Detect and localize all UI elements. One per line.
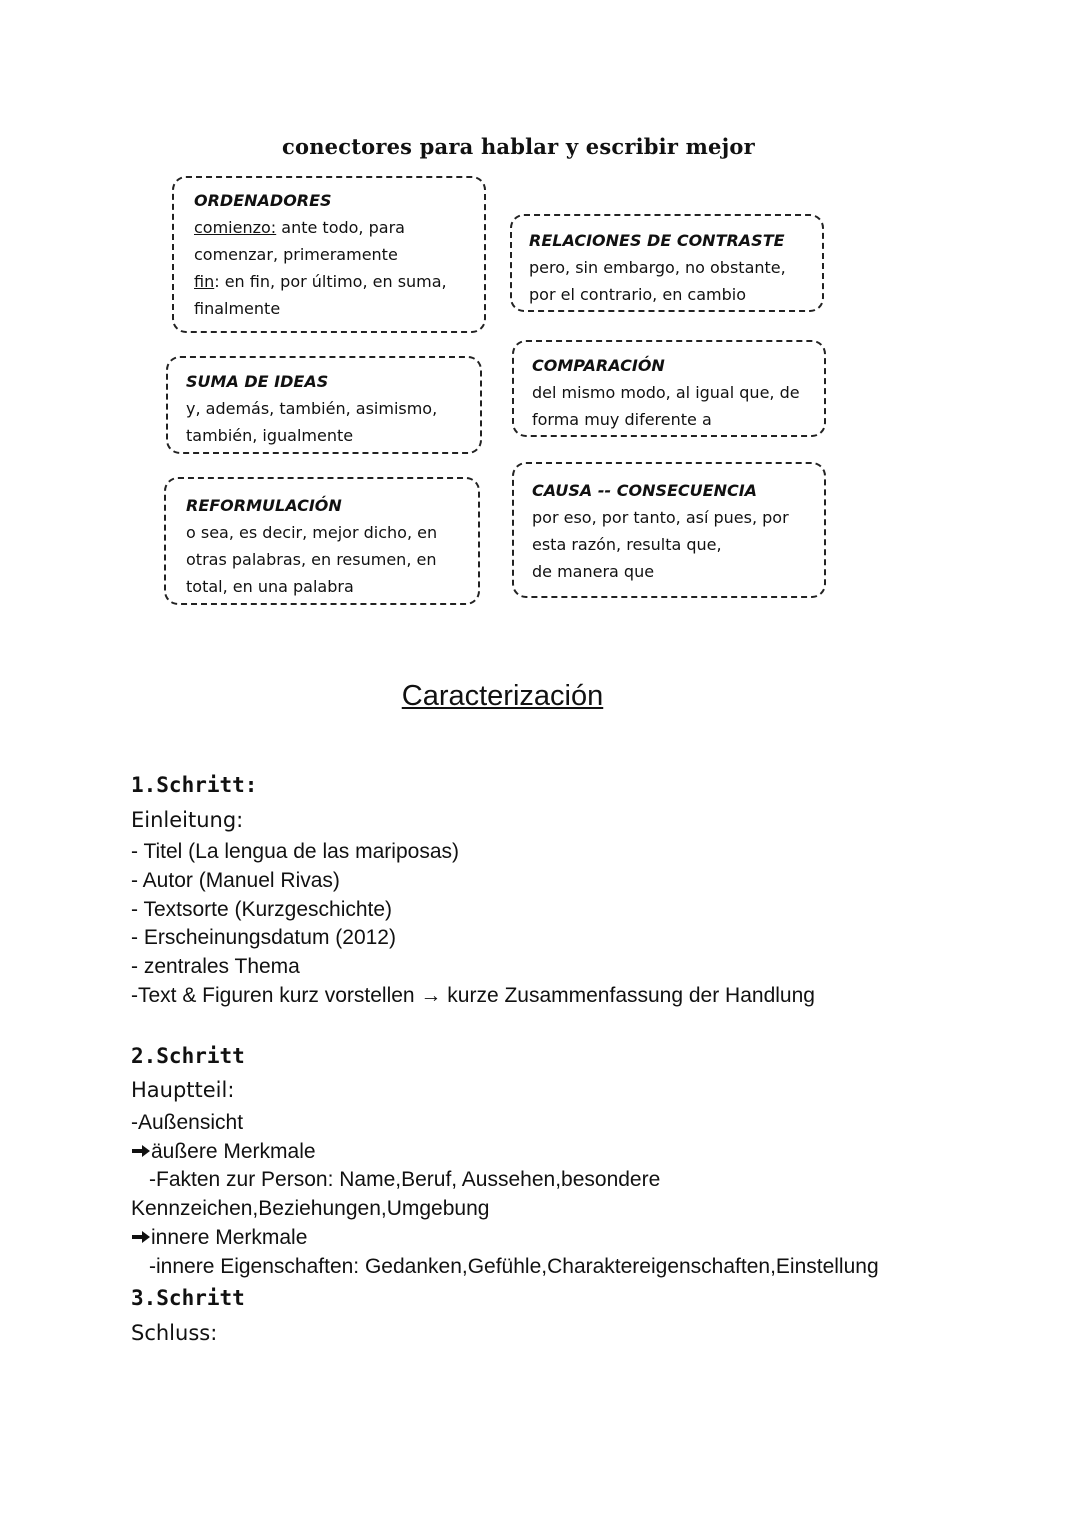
aeussere-label: äußere Merkmale	[151, 1140, 316, 1163]
step3-section: Schluss:	[131, 1321, 218, 1345]
suma-line: también, igualmente	[186, 426, 354, 445]
fin-label: fin	[194, 272, 215, 291]
aussensicht: -Außensicht	[131, 1111, 244, 1134]
ordenadores-comienzo-line	[194, 214, 468, 241]
step1-item: - Textsorte (Kurzgeschichte)	[131, 898, 393, 921]
step1-item: -Text & Figuren kurz vorstellen → kurze Zusammenfassung der Handlung	[131, 984, 815, 1007]
reformulacion-line: otras palabras, en resumen, en	[186, 550, 437, 569]
ordenadores-fin-line	[194, 268, 468, 295]
causa-box	[512, 462, 826, 598]
contraste-line: pero, sin embargo, no obstante,	[529, 258, 786, 277]
innere-eigenschaften: -innere Eigenschaften: Gedanken,Gefühle,Charaktereigenschaften,Einstellung	[149, 1255, 879, 1278]
suma-line: y, además, también, asimismo,	[186, 399, 438, 418]
connectors-title: conectores para hablar y escribir mejor	[282, 134, 755, 159]
contraste-box	[510, 214, 824, 312]
step1-item: - Titel (La lengua de las mariposas)	[131, 840, 459, 863]
step1-section: Einleitung:	[131, 808, 244, 832]
suma-heading: SUMA DE IDEAS	[186, 372, 329, 391]
comienzo-text: ante todo, para	[276, 218, 405, 237]
comparacion-heading: COMPARACIÓN	[532, 356, 665, 375]
innere-merkmale	[131, 1226, 307, 1250]
fakten-line-cont: Kennzeichen,Beziehungen,Umgebung	[131, 1197, 490, 1220]
arrow-right-icon	[131, 1143, 151, 1159]
step1-item: - zentrales Thema	[131, 955, 300, 978]
suma-box	[166, 356, 482, 454]
comparacion-line: forma muy diferente a	[532, 410, 712, 429]
innere-label: innere Merkmale	[151, 1226, 308, 1249]
comparacion-box	[512, 340, 826, 437]
reformulacion-line: o sea, es decir, mejor dicho, en	[186, 523, 438, 542]
caracterizacion-title: Caracterización	[401, 680, 604, 712]
causa-heading: CAUSA -- CONSECUENCIA	[532, 481, 758, 500]
ordenadores-comienzo-cont: comenzar, primeramente	[194, 245, 398, 264]
causa-line: por eso, por tanto, así pues, por	[532, 508, 789, 527]
reformulacion-line: total, en una palabra	[186, 577, 354, 596]
reformulacion-heading: REFORMULACIÓN	[186, 496, 342, 515]
causa-line: de manera que	[532, 562, 655, 581]
comparacion-line: del mismo modo, al igual que, de	[532, 383, 800, 402]
step2-section: Hauptteil:	[131, 1078, 235, 1102]
step3-label: 3.Schritt	[131, 1286, 245, 1310]
comienzo-label: comienzo:	[194, 218, 277, 237]
step1-item: - Autor (Manuel Rivas)	[131, 869, 340, 892]
ordenadores-heading: ORDENADORES	[194, 191, 332, 210]
fakten-line: -Fakten zur Person: Name,Beruf, Aussehen,besondere	[149, 1168, 661, 1191]
aeussere-merkmale	[131, 1140, 316, 1164]
ordenadores-fin-cont: finalmente	[194, 299, 281, 318]
causa-line: esta razón, resulta que,	[532, 535, 722, 554]
step2-label: 2.Schritt	[131, 1044, 245, 1068]
contraste-line: por el contrario, en cambio	[529, 285, 746, 304]
contraste-heading: RELACIONES DE CONTRASTE	[529, 231, 785, 250]
reformulacion-box	[164, 477, 480, 605]
fin-text: : en fin, por último, en suma,	[214, 272, 447, 291]
ordenadores-box	[172, 176, 486, 333]
step1-label: 1.Schritt:	[131, 773, 258, 797]
step1-item: - Erscheinungsdatum (2012)	[131, 926, 396, 949]
arrow-right-icon	[131, 1229, 151, 1245]
